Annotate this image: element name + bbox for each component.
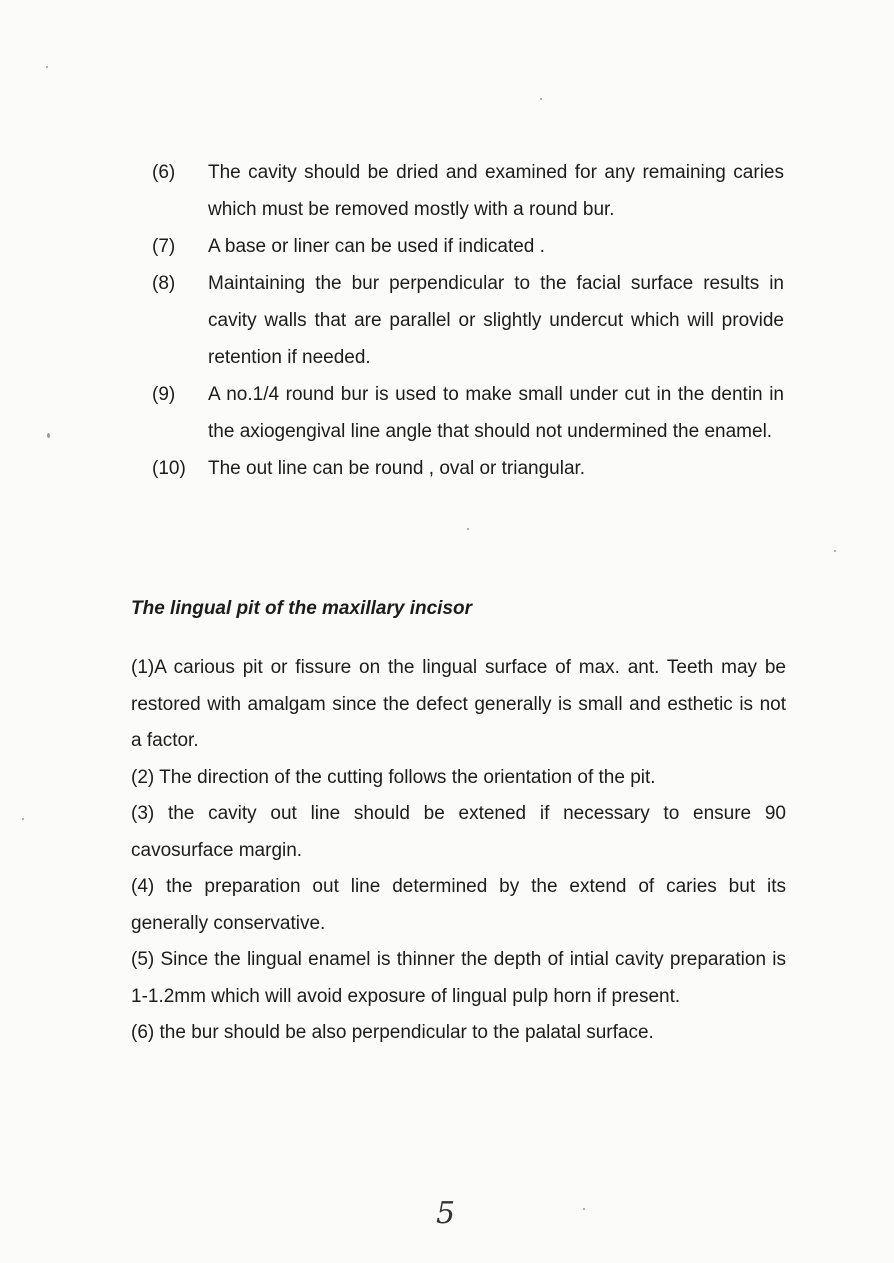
list-item — [152, 376, 784, 450]
paragraph: (3) the cavity out line should be extened if necessary to ensure 90 cavosurface margin. — [131, 803, 786, 861]
numbered-list — [152, 154, 784, 487]
scan-speck — [583, 1208, 585, 1210]
list-item-number: (8) — [152, 273, 176, 294]
list-item-text: The out line can be round , oval or triangular. — [208, 458, 586, 479]
paragraph: (5) Since the lingual enamel is thinner the depth of intial cavity preparation is 1-1.2mm which will avoid exposure of lingual pulp horn if present. — [131, 949, 786, 1007]
paragraph: (1)A carious pit or fissure on the lingual surface of max. ant. Teeth may be restored with amalgam since the defect generally is small and esthetic is not a factor. — [131, 657, 786, 751]
scan-speck — [834, 550, 836, 552]
list-item — [152, 450, 784, 487]
list-item-text: Maintaining the bur perpendicular to the facial surface results in cavity walls that are parallel or slightly undercut which will provide retention if needed. — [208, 273, 784, 368]
scan-speck — [22, 818, 24, 820]
list-item-text: A base or liner can be used if indicated . — [208, 236, 545, 257]
scan-speck — [47, 433, 50, 438]
paragraph: (2) The direction of the cutting follows the orientation of the pit. — [131, 766, 656, 788]
list-item — [152, 265, 784, 376]
scan-speck — [46, 66, 48, 68]
list-item-number: (6) — [152, 162, 176, 183]
list-item-number: (7) — [152, 236, 176, 257]
section-body — [131, 650, 786, 1052]
list-item — [152, 228, 784, 265]
list-item — [152, 154, 784, 228]
page-number: 5 — [436, 1196, 456, 1231]
paragraph: (6) the bur should be also perpendicular to the palatal surface. — [131, 1022, 654, 1043]
list-item-text: A no.1/4 round bur is used to make small under cut in the dentin in the axiogengival line angle that should not undermined the enamel. — [208, 384, 784, 442]
list-item-number: (9) — [152, 384, 176, 405]
scan-speck — [467, 528, 469, 530]
section-heading: The lingual pit of the maxillary incisor — [131, 598, 473, 619]
list-item-number: (10) — [152, 458, 186, 479]
scan-speck — [540, 98, 542, 100]
paragraph: (4) the preparation out line determined by the extend of caries but its generally conservative. — [131, 876, 786, 934]
list-item-text: The cavity should be dried and examined for any remaining caries which must be removed mostly with a round bur. — [208, 162, 784, 220]
